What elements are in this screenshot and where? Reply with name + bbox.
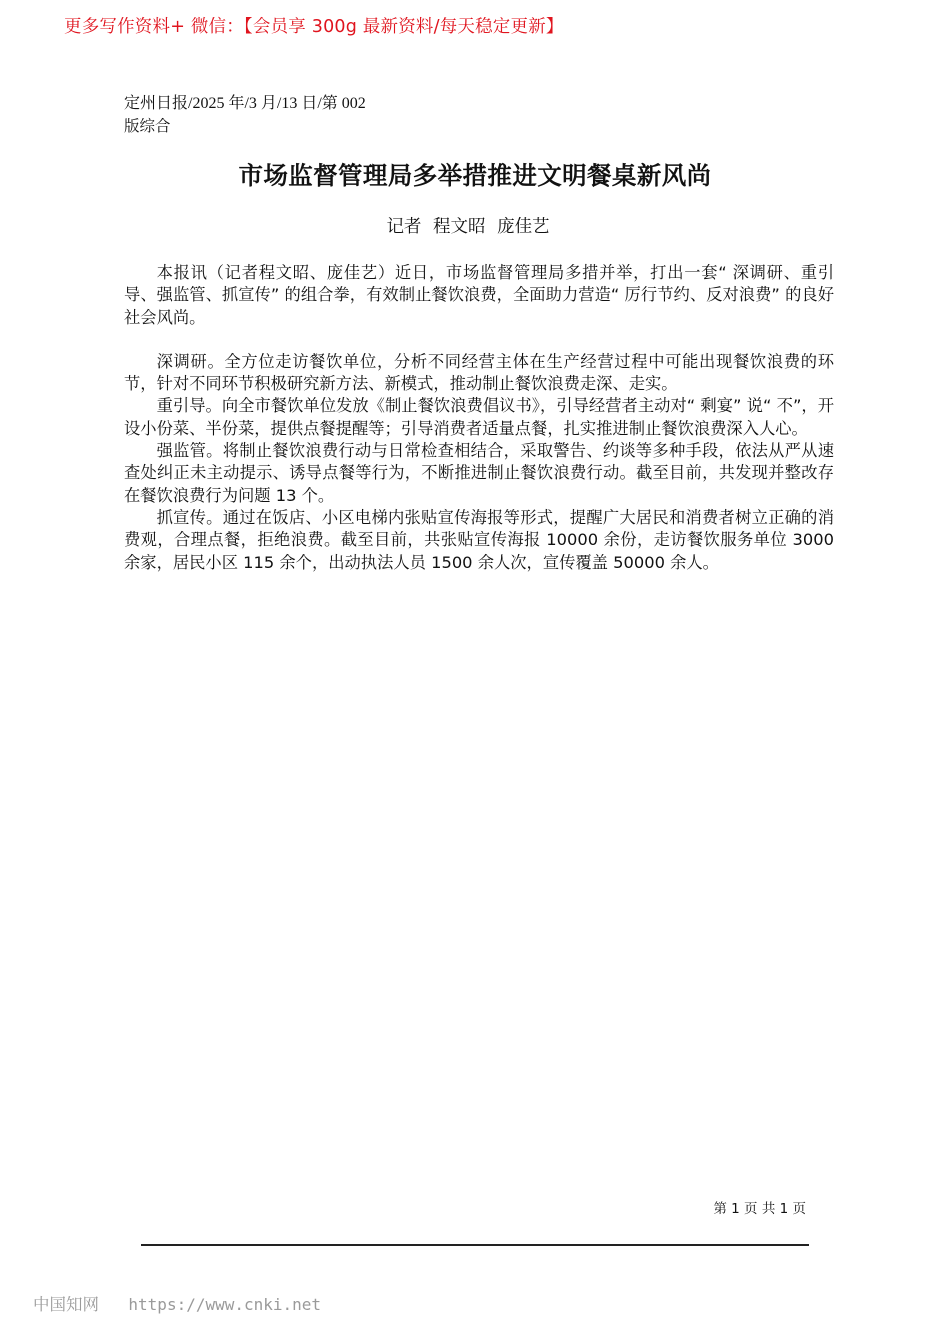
footer-divider xyxy=(141,1244,809,1246)
paragraph-research: 深调研。全方位走访餐饮单位，分析不同经营主体在生产经营过程中可能出现餐饮浪费的环节，针对不同环节积极研究新方法、新模式，推动制止餐饮浪费走深、走实。 xyxy=(124,351,834,394)
promo-banner: 更多写作资料+ 微信：【会员享 300g 最新资料/每天稳定更新】 xyxy=(64,17,564,37)
paragraph-publicity: 抓宣传。通过在饭店、小区电梯内张贴宣传海报等形式，提醒广大居民和消费者树立正确的消费观，合理点餐，拒绝浪费。截至目前，共张贴宣传海报 10000 余份，走访餐饮服务单位 3000 余家，居民小区 115 余个，出动执法人员 1500 余人次，宣传覆盖 50000 余人。 xyxy=(124,507,834,572)
source-line-1: 定州日报/2025 年/3 月/13 日/第 002 xyxy=(124,95,366,112)
lead-paragraph: 本报讯（记者程文昭、庞佳艺）近日，市场监督管理局多措并举，打出一套“ 深调研、重引导、强监管、抓宣传” 的组合拳，有效制止餐饮浪费，全面助力营造“ 厉行节约、反对浪费” 的良好社会风尚。 xyxy=(124,263,834,327)
paragraph-guidance: 重引导。向全市餐饮单位发放《制止餐饮浪费倡议书》，引导经营者主动对“ 剩宴” 说“ 不”，开设小份菜、半份菜，提供点餐提醒等；引导消费者适量点餐，扎实推进制止餐饮浪费深入人心。 xyxy=(124,396,834,438)
watermark-url: https://www.cnki.net xyxy=(128,1295,322,1314)
article-body xyxy=(124,262,834,574)
source-line-2: 版综合 xyxy=(124,117,171,135)
page-indicator: 第 1 页 共 1 页 xyxy=(713,1201,806,1217)
byline: 记者 程文昭 庞佳艺 xyxy=(386,217,550,237)
cnki-watermark xyxy=(33,1292,321,1318)
watermark-name: 中国知网 xyxy=(33,1295,99,1314)
paragraph-supervision: 强监管。将制止餐饮浪费行动与日常检查相结合，采取警告、约谈等多种手段，依法从严从速查处纠正未主动提示、诱导点餐等行为，不断推进制止餐饮浪费行动。截至目前，共发现并整改存在餐饮浪费行为问题 13 个。 xyxy=(124,441,834,505)
source-info xyxy=(124,93,394,137)
article-title: 市场监督管理局多举措推进文明餐桌新风尚 xyxy=(238,161,712,190)
